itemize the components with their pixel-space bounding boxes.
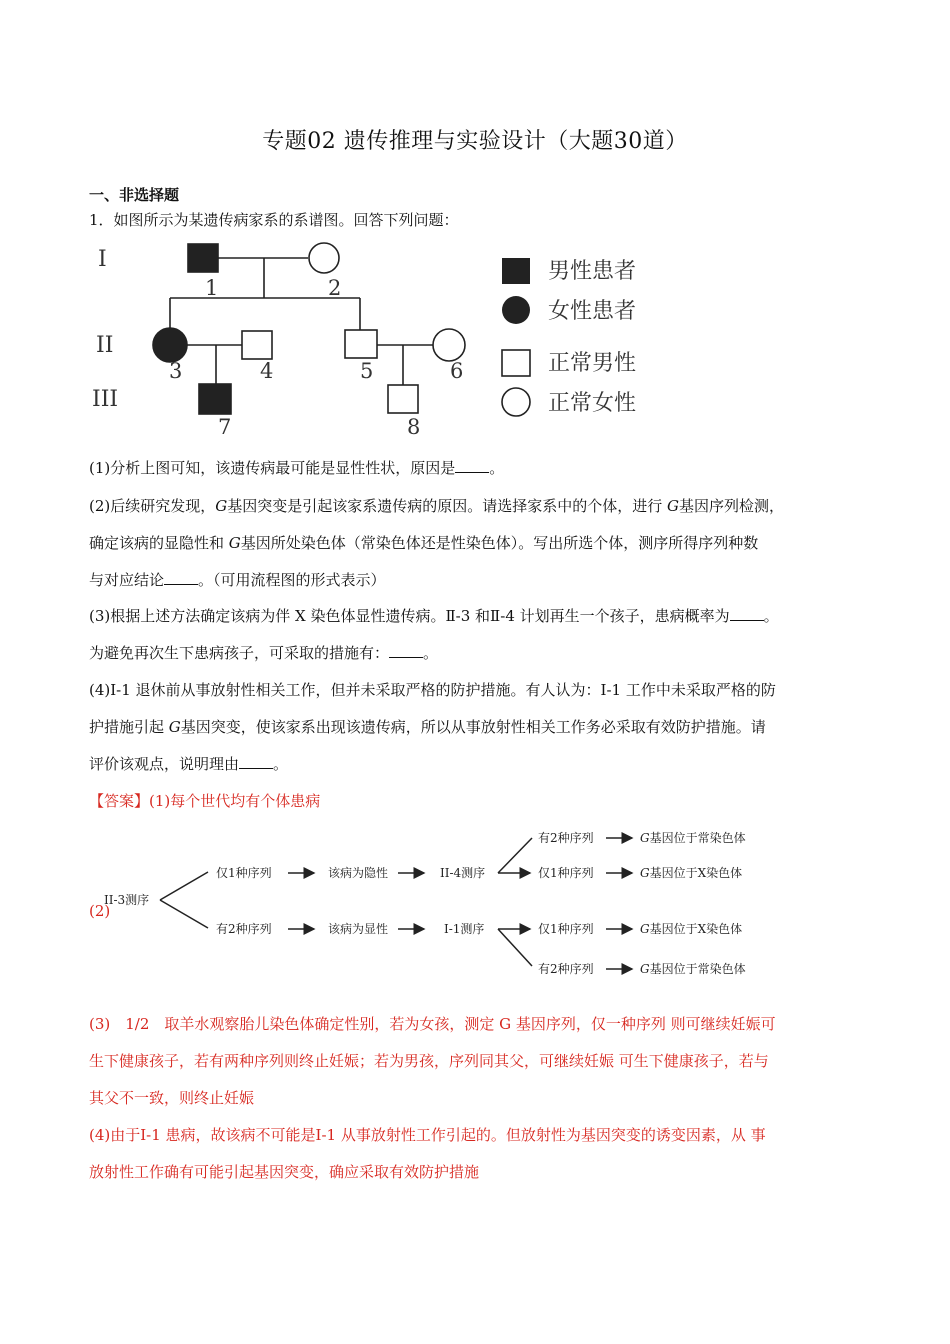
answer-blank bbox=[389, 644, 423, 658]
sub-question-4: (4)Ⅰ-1 退休前从事放射性相关工作，但并未采取严格的防护措施。有人认为：Ⅰ-1 工作中未采取严格的防 护措施引起 G基因突变，使该家系出现该遗传病，所以从事放射性相关工作务必采取有效防护措施。请 评价该观点，说明理由 。 bbox=[89, 681, 776, 773]
answer-2-label: (2) bbox=[89, 902, 111, 920]
individual-I1 bbox=[188, 244, 218, 272]
gen-label-III: III bbox=[92, 387, 119, 412]
num-7: 7 bbox=[218, 415, 232, 438]
legend-normal-female: 正常女性 bbox=[548, 391, 637, 416]
answer-1: 【答案】(1)每个世代均有个体患病 bbox=[89, 792, 321, 810]
answer-blank bbox=[164, 571, 198, 585]
flow-lower-out1-result: G基因位于X染色体 bbox=[640, 922, 743, 936]
sub-question-2: (2)后续研究发现，G基因突变是引起该家系遗传病的原因。请选择家系中的个体，进行 G基因序列检测， 确定该病的显隐性和 G基因所处染色体（常染色体还是性染色体）。写出所选个体，测序所得序列种数 与对应结论 。（可用流程图的形式表示） bbox=[89, 497, 785, 589]
num-4: 4 bbox=[260, 359, 274, 383]
pedigree-figure bbox=[90, 238, 690, 438]
flow-upper-out2: 仅1种序列 bbox=[538, 866, 594, 880]
individual-II3 bbox=[153, 328, 187, 362]
flow-lower-out2-result: G基因位于常染色体 bbox=[640, 962, 746, 976]
question-stem: 1．如图所示为某遗传病家系的系谱图。回答下列问题： bbox=[89, 211, 459, 229]
gen-label-II: II bbox=[96, 333, 114, 358]
num-3: 3 bbox=[169, 359, 183, 383]
answer-blank bbox=[239, 755, 273, 769]
individual-II4 bbox=[242, 331, 272, 359]
answer-blank bbox=[455, 459, 489, 473]
flow-lower-branch: 有2种序列 bbox=[216, 922, 272, 936]
individual-II6 bbox=[433, 329, 465, 361]
flow-lower-next: I-1测序 bbox=[444, 922, 485, 936]
gen-label-I: I bbox=[98, 247, 107, 272]
flow-upper-out1-result: G基因位于常染色体 bbox=[640, 831, 746, 845]
individual-I2 bbox=[309, 243, 339, 273]
individual-II5 bbox=[345, 330, 377, 358]
flow-lower-result: 该病为显性 bbox=[328, 922, 389, 936]
answer-4: (4)由于Ⅰ-1 患病，故该病不可能是Ⅰ-1 从事放射性工作引起的。但放射性为基因突变的诱变因素，从 事 放射性工作确有可能引起基因突变，确应采取有效防护措施 bbox=[89, 1126, 766, 1181]
individual-III8 bbox=[388, 385, 418, 413]
legend-normal-male: 正常男性 bbox=[548, 351, 637, 376]
answer-label: 【答案】 bbox=[89, 792, 150, 810]
sub-question-3: (3)根据上述方法确定该病为伴 X 染色体显性遗传病。Ⅱ-3 和Ⅱ-4 计划再生一个孩子，患病概率为 。 为避免再次生下患病孩子，可采取的措施有： 。 bbox=[89, 607, 779, 662]
answer-3: (3) 1/2 取羊水观察胎儿染色体确定性别，若为女孩，测定 G 基因序列，仅一种序列 则可继续妊娠可 生下健康孩子，若有两种序列则终止妊娠；若为男孩，序列同其父，可继续妊娠 可生下健康孩子，若与 其父不一致，则终止妊娠 bbox=[89, 1015, 776, 1107]
section-heading: 一、非选择题 bbox=[89, 186, 180, 204]
answer-flowchart bbox=[100, 820, 800, 985]
num-2: 2 bbox=[328, 276, 342, 300]
flow-upper-result: 该病为隐性 bbox=[328, 866, 389, 880]
legend-normal-male-icon bbox=[502, 350, 530, 376]
flow-upper-out1: 有2种序列 bbox=[538, 831, 594, 845]
legend-affected-female: 女性患者 bbox=[548, 299, 637, 324]
legend-affected-female-icon bbox=[502, 296, 530, 324]
legend-affected-male: 男性患者 bbox=[548, 259, 637, 284]
sub-question-1: (1)分析上图可知，该遗传病最可能是显性性状，原因是 。 bbox=[89, 459, 505, 477]
flow-upper-out2-result: G基因位于X染色体 bbox=[640, 866, 743, 880]
legend-affected-male-icon bbox=[502, 258, 530, 284]
num-6: 6 bbox=[450, 359, 464, 383]
num-5: 5 bbox=[360, 359, 374, 383]
flow-lower-out2: 有2种序列 bbox=[538, 962, 594, 976]
individual-III7 bbox=[199, 384, 231, 414]
legend-normal-female-icon bbox=[502, 388, 530, 416]
num-1: 1 bbox=[205, 276, 219, 300]
answer-blank bbox=[730, 607, 764, 621]
flow-upper-next: II-4测序 bbox=[440, 866, 486, 880]
flow-root: II-3测序 bbox=[104, 893, 150, 907]
flow-upper-branch: 仅1种序列 bbox=[216, 866, 272, 880]
num-8: 8 bbox=[407, 415, 421, 438]
page-title: 专题02 遗传推理与实验设计（大题30道） bbox=[262, 129, 688, 154]
flow-lower-out1: 仅1种序列 bbox=[538, 922, 594, 936]
